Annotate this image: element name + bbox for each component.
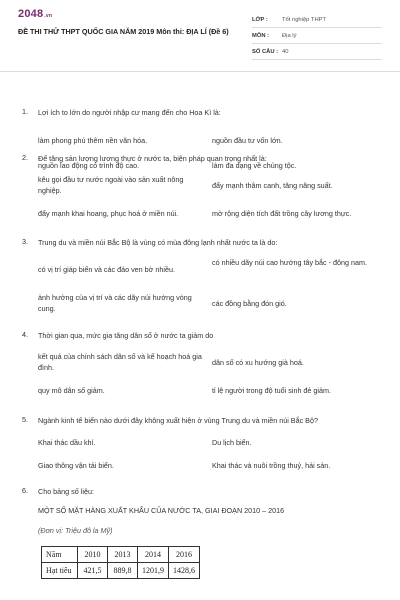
table-header-cell: Năm	[42, 547, 78, 563]
table-cell: Hạt tiêu	[42, 563, 78, 579]
option-b[interactable]: đẩy mạnh thâm canh, tăng năng suất.	[212, 181, 333, 190]
option-b[interactable]: Du lịch biển.	[212, 438, 252, 447]
question-text: Cho bảng số liệu:	[38, 487, 94, 496]
meta-row-count	[252, 44, 382, 60]
meta-value: 40	[282, 48, 289, 55]
question-text: Trung du và miền núi Bắc Bộ là vùng có mùa đông lạnh nhất nước ta là do:	[38, 238, 278, 247]
meta-label: MÔN :	[252, 32, 270, 39]
option-d[interactable]: làm đa dạng về chủng tộc.	[212, 161, 297, 170]
question-text: Thời gian qua, mức gia tăng dân số ở nước ta giảm do	[38, 331, 214, 340]
table-row	[42, 563, 200, 579]
site-logo[interactable]: 2048.vn	[18, 8, 53, 20]
option-a[interactable]: kêu gọi đầu tư nước ngoài vào sản xuất nông nghiệp.	[38, 175, 184, 195]
option-a[interactable]: kết quả của chính sách dân số và kế hoạch hoá gia đình.	[38, 352, 202, 372]
table-header-cell: 2014	[138, 547, 169, 563]
question-number: 5.	[22, 415, 28, 424]
meta-row-class	[252, 12, 382, 28]
question-number: 2.	[22, 153, 28, 162]
option-d[interactable]: Khai thác và nuôi trồng thuỷ, hải sản.	[212, 461, 331, 470]
option-c[interactable]: Giao thông vận tải biển.	[38, 461, 114, 470]
meta-label: LỚP :	[252, 16, 268, 23]
table-cell: 421,5	[78, 563, 108, 579]
option-a[interactable]: có vị trí giáp biển và các đảo ven bờ nhiều.	[38, 265, 175, 274]
question-number: 1.	[22, 107, 28, 116]
meta-row-subject	[252, 28, 382, 44]
table-title: MỘT SỐ MẶT HÀNG XUẤT KHẨU CỦA NƯỚC TA, GIAI ĐOẠN 2010 – 2016	[38, 506, 285, 515]
meta-label: SỐ CÂU :	[252, 48, 279, 55]
table-cell: 1428,6	[169, 563, 200, 579]
exam-meta	[252, 12, 382, 60]
question-number: 4.	[22, 330, 28, 339]
table-header-row	[42, 547, 200, 563]
question-text: Để tăng sản lượng lương thực ở nước ta, biện pháp quan trọng nhất là:	[38, 154, 267, 163]
option-b[interactable]: có nhiều dãy núi cao hướng tây bắc - đông nam.	[212, 258, 367, 267]
table-unit: (Đơn vị: Triệu đô la Mỹ)	[38, 526, 113, 535]
question-number: 3.	[22, 237, 28, 246]
meta-value: Tốt nghiệp THPT	[282, 16, 327, 23]
option-c[interactable]: ảnh hưởng của vị trí và các dãy núi hướng vòng cung.	[38, 293, 192, 313]
question-number: 6.	[22, 486, 28, 495]
table-cell: 889,8	[108, 563, 138, 579]
option-a[interactable]: làm phong phú thêm nền văn hóa.	[38, 136, 148, 145]
table-header-cell: 2016	[169, 547, 200, 563]
export-table	[41, 546, 200, 579]
table-cell: 1201,9	[138, 563, 169, 579]
option-b[interactable]: nguồn đầu tư vốn lớn.	[212, 136, 283, 145]
option-c[interactable]: quy mô dân số giảm.	[38, 386, 105, 395]
option-d[interactable]: tỉ lệ người trong độ tuổi sinh đẻ giảm.	[212, 386, 332, 395]
page-header	[0, 0, 400, 72]
meta-value: Địa lý	[282, 32, 297, 39]
table-header-cell: 2013	[108, 547, 138, 563]
option-c[interactable]: nguồn lao động có trình độ cao.	[38, 161, 140, 170]
exam-title: ĐỀ THI THỬ THPT QUỐC GIA NĂM 2019 Môn thi: ĐỊA LÍ (Đề 6)	[18, 27, 229, 36]
option-d[interactable]: mở rộng diện tích đất trồng cây lương thực.	[212, 209, 352, 218]
table-header-cell: 2010	[78, 547, 108, 563]
option-a[interactable]: Khai thác dầu khí.	[38, 438, 96, 447]
option-b[interactable]: dân số có xu hướng già hoá.	[212, 358, 304, 367]
question-text: Lợi ích to lớn do người nhập cư mang đến cho Hoa Kì là:	[38, 108, 221, 117]
option-d[interactable]: các đồng bằng đón gió.	[212, 299, 287, 308]
question-text: Ngành kinh tế biển nào dưới đây không xuất hiện ở vùng Trung du và miền núi Bắc Bộ?	[38, 416, 318, 425]
option-c[interactable]: đẩy mạnh khai hoang, phục hoá ở miền núi.	[38, 209, 179, 218]
